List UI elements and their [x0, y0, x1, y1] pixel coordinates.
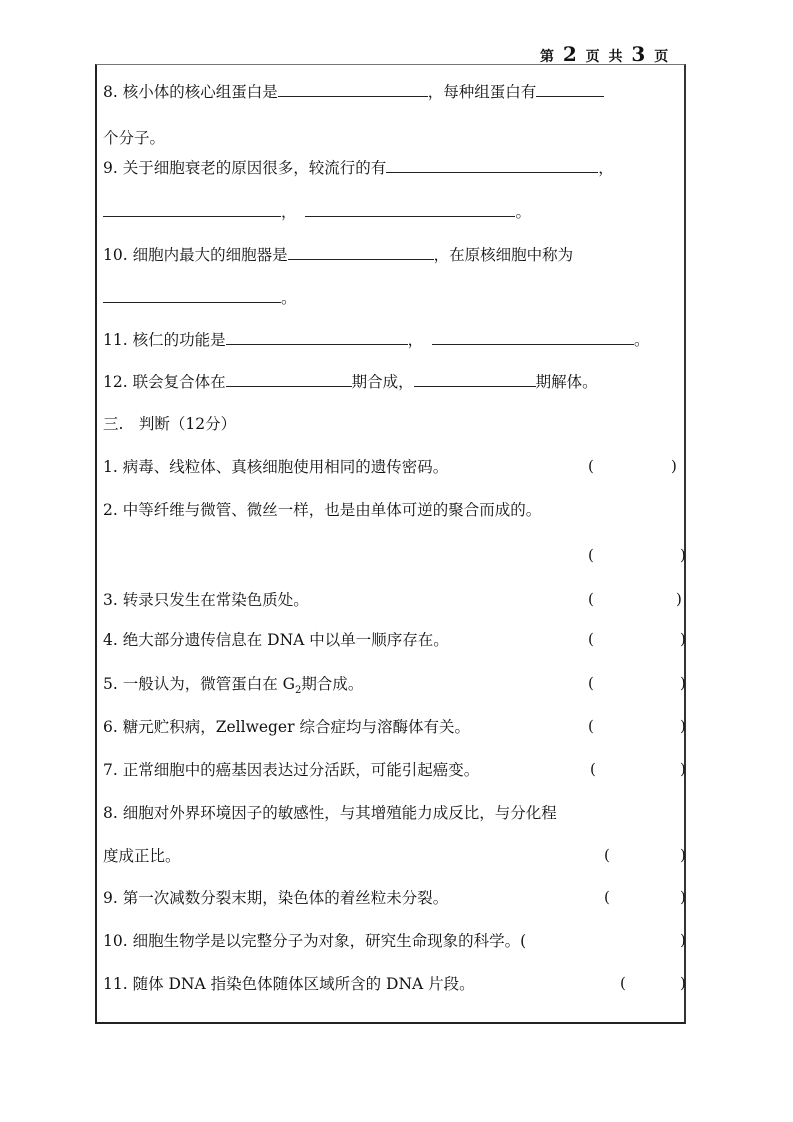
judge-item-7: 7. 正常细胞中的癌基因表达过分活跃，可能引起癌变。 [103, 761, 480, 779]
judge-item-6: 6. 糖元贮积病，Zellweger 综合症均与溶酶体有关。 [103, 718, 470, 736]
answer-close-7: ) [680, 760, 686, 778]
fill-question-10-cont: 。 [103, 288, 297, 308]
fill-question-8-cont: 个分子。 [103, 129, 166, 147]
page-number: 第 2 页 共 3 页 [540, 42, 671, 66]
answer-close-11: ) [680, 974, 686, 992]
fill-question-9: 9. 关于细胞衰老的原因很多，较流行的有 ， [103, 159, 614, 177]
judge-item-9: 9. 第一次减数分裂末期，染色体的着丝粒未分裂。 [103, 889, 449, 907]
answer-close-1: ) [671, 457, 677, 475]
fill-question-9-cont: ， 。 [103, 202, 531, 222]
section-3-title: 三. 判断（12分） [103, 415, 237, 433]
answer-close-3: ) [676, 590, 682, 608]
judge-item-11: 11. 随体 DNA 指染色体随体区域所含的 DNA 片段。 [103, 975, 475, 993]
judge-item-2: 2. 中等纤维与微管、微丝一样，也是由单体可逆的聚合而成的。 [103, 501, 542, 519]
answer-open-8: ( [604, 846, 610, 864]
judge-item-8-cont: 度成正比。 [103, 847, 181, 865]
fill-question-11: 11. 核仁的功能是 ， 。 [103, 331, 650, 349]
fill-question-8: 8. 核小体的核心组蛋白是 ，每种组蛋白有 [103, 82, 604, 102]
answer-open-7: ( [590, 760, 596, 778]
judge-item-10: 10. 细胞生物学是以完整分子为对象，研究生命现象的科学。( [103, 932, 527, 950]
answer-open-5: ( [588, 674, 594, 692]
answer-open-4: ( [588, 630, 594, 648]
answer-open-3: ( [588, 590, 594, 608]
answer-open-9: ( [604, 888, 610, 906]
answer-open-2: ( [588, 546, 594, 564]
answer-close-4: ) [680, 630, 686, 648]
judge-item-8: 8. 细胞对外界环境因子的敏感性，与其增殖能力成反比，与分化程 [103, 804, 557, 822]
answer-open-1: ( [588, 457, 594, 475]
answer-close-9: ) [680, 888, 686, 906]
answer-close-2: ) [680, 546, 686, 564]
judge-item-4: 4. 绝大部分遗传信息在 DNA 中以单一顺序存在。 [103, 631, 449, 649]
judge-item-1: 1. 病毒、线粒体、真核细胞使用相同的遗传密码。 [103, 458, 449, 476]
answer-open-6: ( [588, 717, 594, 735]
answer-close-5: ) [680, 674, 686, 692]
judge-item-5: 5. 一般认为，微管蛋白在 $G_2$期合成。 [103, 675, 364, 697]
answer-close-8: ) [680, 846, 686, 864]
answer-close-10: ) [680, 931, 686, 949]
answer-open-11: ( [620, 974, 626, 992]
answer-close-6: ) [680, 717, 686, 735]
fill-question-10: 10. 细胞内最大的细胞器是 ，在原核细胞中称为 [103, 246, 574, 264]
judge-item-3: 3. 转录只发生在常染色质处。 [103, 591, 309, 609]
fill-question-12: 12. 联会复合体在 期合成， 期解体。 [103, 373, 598, 391]
